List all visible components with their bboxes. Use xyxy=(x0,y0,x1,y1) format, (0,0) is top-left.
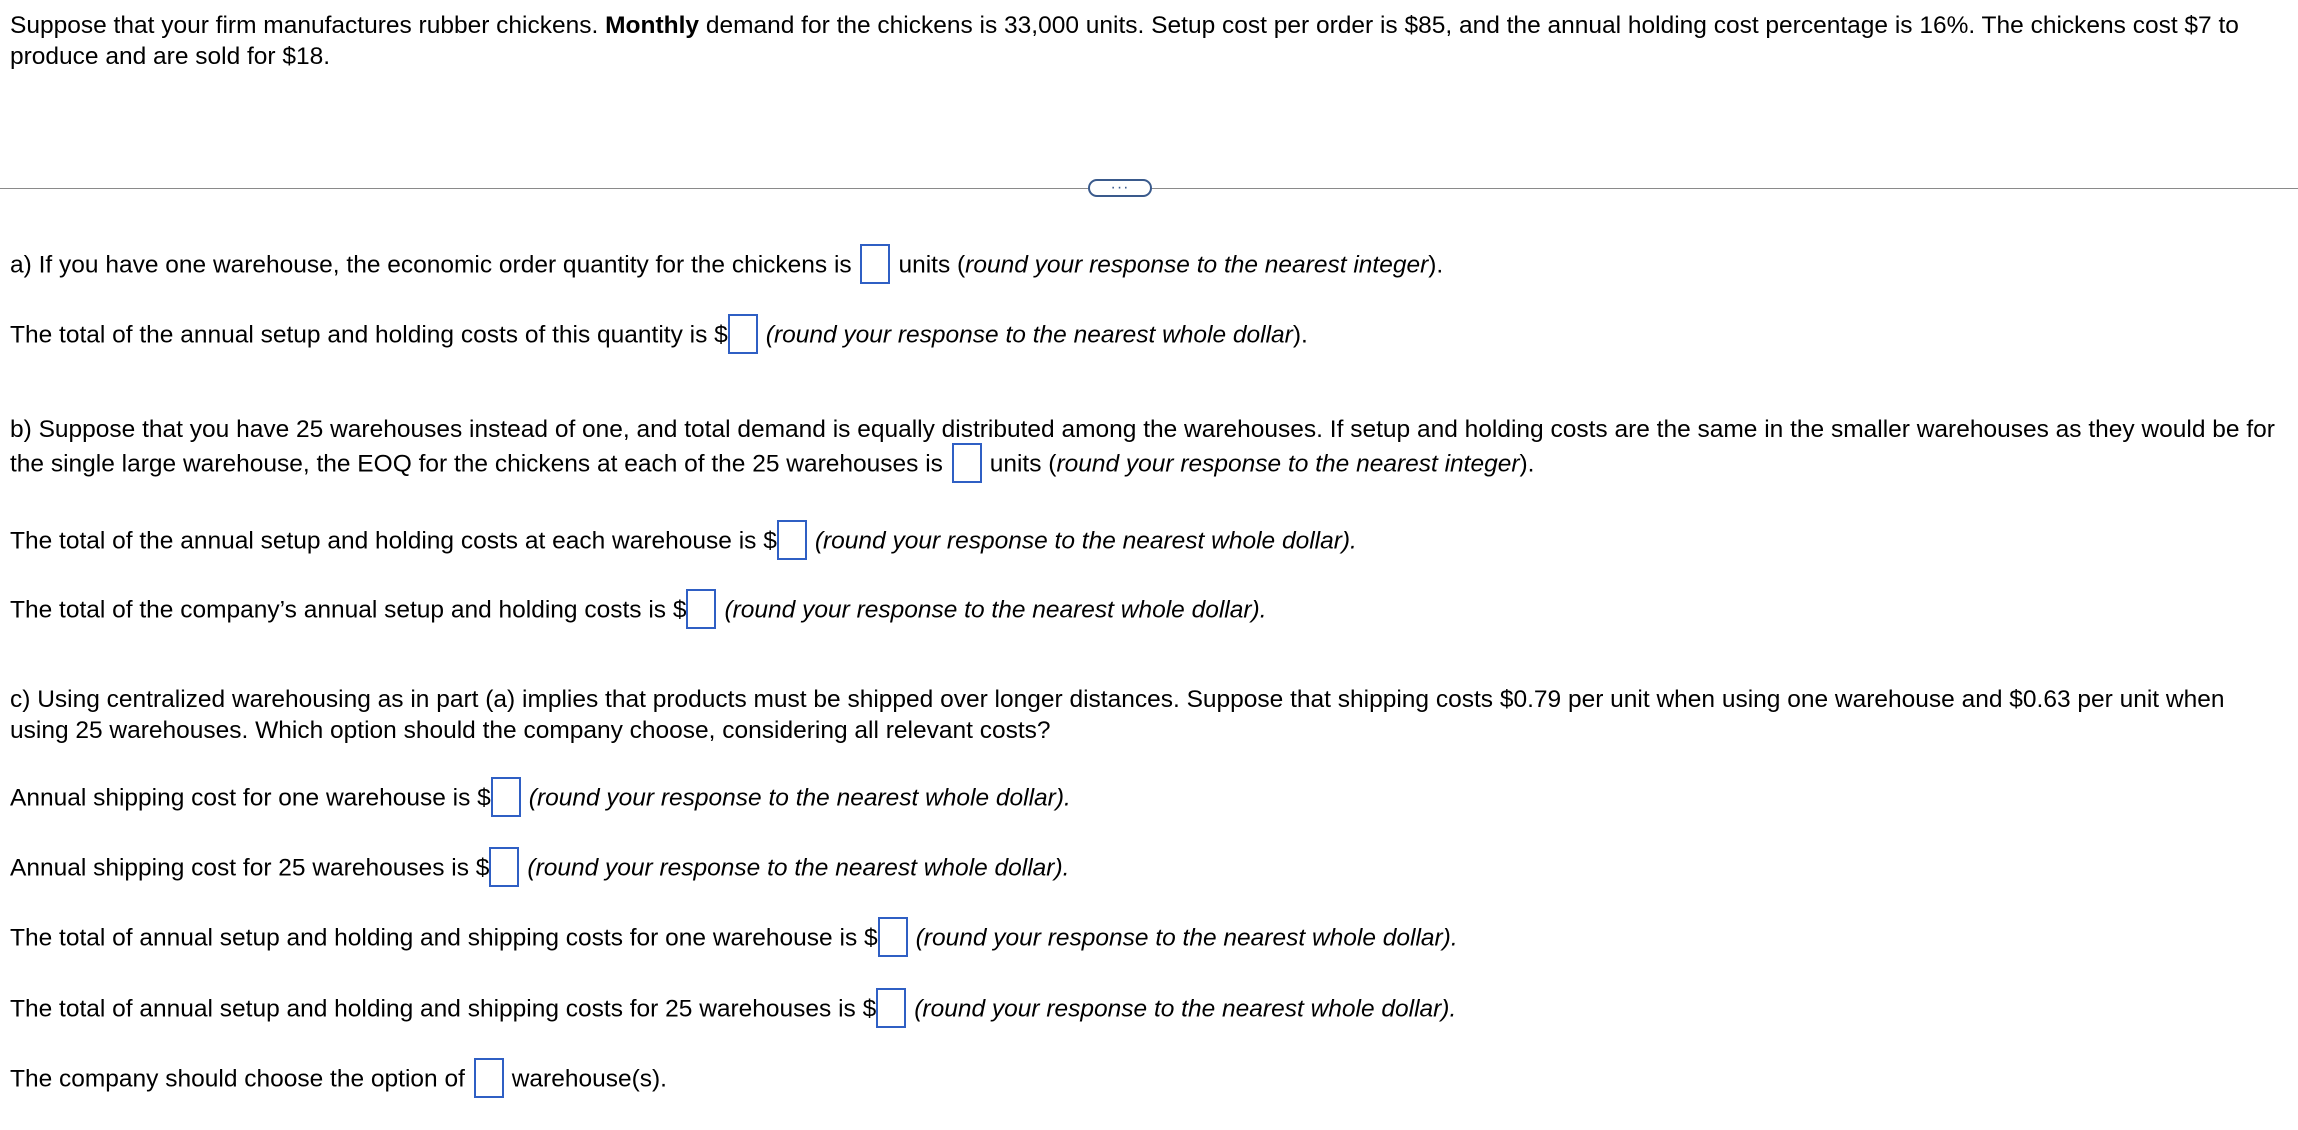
part-a-q1-text: a) If you have one warehouse, the economic order quantity for the chickens is xyxy=(10,251,852,279)
part-b-company-cost-question xyxy=(10,591,1267,631)
part-b-q2-instruction: (round your response to the nearest whole dollar). xyxy=(814,527,1357,555)
part-b-q3-instruction: (round your response to the nearest whole dollar). xyxy=(724,596,1267,624)
part-c-q2-text: Annual shipping cost for 25 warehouses is $ xyxy=(10,854,490,882)
part-c-intro: c) Using centralized warehousing as in part (a) implies that products must be shipped over longer distances. Suppose that shipping costs $0.79 per unit when using one warehouse and $0.63 per unit when using 25 warehouses. Which option should the company choose, considering all relevant costs? xyxy=(10,686,2225,744)
part-b-q2-text: The total of the annual setup and holding costs at each warehouse is $ xyxy=(10,527,777,555)
part-c-q3-text: The total of annual setup and holding and shipping costs for one warehouse is $ xyxy=(10,924,878,952)
part-c-q3-instruction: (round your response to the nearest whole dollar). xyxy=(915,924,1458,952)
part-c-q4-instruction: (round your response to the nearest whole dollar). xyxy=(914,995,1457,1023)
part-c-shipping-25-question xyxy=(10,849,1069,889)
part-c-choice-question xyxy=(10,1060,667,1100)
part-a-q2-instruction: (round your response to the nearest whole dollar xyxy=(765,321,1293,349)
part-b-eoq-input[interactable] xyxy=(952,443,982,483)
problem-statement xyxy=(10,10,2280,72)
ellipsis-icon: ··· xyxy=(1110,179,1130,196)
part-c-shipping-one-question xyxy=(10,779,1071,819)
part-c-total-one-input[interactable] xyxy=(878,917,908,957)
part-c-shipping-one-input[interactable] xyxy=(491,777,521,817)
part-b-intro-instruction: round your response to the nearest integer xyxy=(1056,450,1520,478)
part-c-shipping-25-input[interactable] xyxy=(489,847,519,887)
part-a-q2-end: ). xyxy=(1292,321,1308,349)
part-a-q1-instruction: round your response to the nearest integer xyxy=(965,251,1429,279)
part-c-q4-text: The total of annual setup and holding and shipping costs for 25 warehouses is $ xyxy=(10,995,877,1023)
part-c-q1-text: Annual shipping cost for one warehouse is $ xyxy=(10,784,491,812)
part-b-eoq-question xyxy=(10,414,2280,485)
part-a-eoq-input[interactable] xyxy=(860,244,890,284)
part-b-warehouse-cost-question xyxy=(10,522,1357,562)
part-a-eoq-question xyxy=(10,246,1443,286)
intro-text-2: demand for the chickens is 33,000 units. Setup cost per order is $85, and the annual holding cost percentage is 16%. The chickens cost $7 to produce and are sold for $18. xyxy=(10,12,2239,70)
part-c-q2-instruction: (round your response to the nearest whole dollar). xyxy=(527,854,1070,882)
part-b-intro-text: b) Suppose that you have 25 warehouses instead of one, and total demand is equally distributed among the warehouses. If setup and holding costs are the same in the smaller warehouses as they would be for the single large warehouse, the EOQ for the chickens at each of the 25 warehouses is xyxy=(10,416,2275,478)
part-c-q1-instruction: (round your response to the nearest whole dollar). xyxy=(528,784,1071,812)
part-c-q5-post: warehouse(s). xyxy=(511,1065,667,1093)
part-a-cost-question xyxy=(10,316,1308,356)
part-c-q5-text: The company should choose the option of xyxy=(10,1065,465,1093)
part-a-q1-units: units ( xyxy=(898,251,966,279)
part-b-company-cost-input[interactable] xyxy=(686,589,716,629)
part-a-cost-input[interactable] xyxy=(728,314,758,354)
part-c-total-one-question xyxy=(10,919,1458,959)
part-c-total-25-input[interactable] xyxy=(876,988,906,1028)
part-a-q2-text: The total of the annual setup and holding costs of this quantity is $ xyxy=(10,321,728,349)
intro-bold-monthly: Monthly xyxy=(605,12,700,39)
more-options-button[interactable] xyxy=(1088,179,1152,197)
part-b-q3-text: The total of the company’s annual setup and holding costs is $ xyxy=(10,596,687,624)
part-b-intro-units: units ( xyxy=(989,450,1057,478)
part-c-choice-input[interactable] xyxy=(474,1058,504,1098)
part-c-total-25-question xyxy=(10,990,1456,1030)
part-b-warehouse-cost-input[interactable] xyxy=(777,520,807,560)
intro-text-1: Suppose that your firm manufactures rubber chickens. xyxy=(10,12,606,39)
part-b-intro-end: ). xyxy=(1519,450,1535,478)
part-a-q1-end: ). xyxy=(1428,251,1444,279)
